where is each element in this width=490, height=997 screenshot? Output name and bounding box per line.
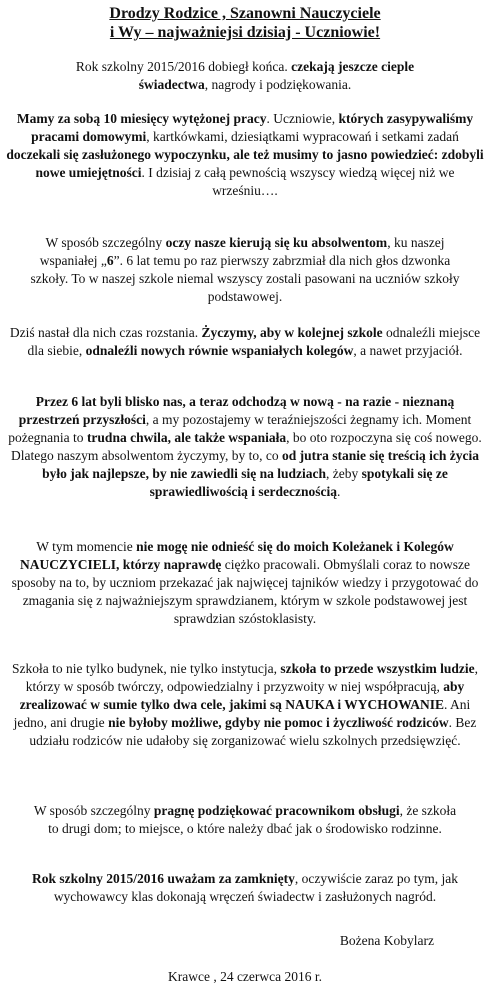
p7-run-5: nie byłoby możliwe, gdyby nie pomoc i życzliwość rodziców (108, 715, 449, 730)
paragraph-6 (6, 538, 484, 628)
date-line: Krawce , 24 czerwca 2016 r. (167, 969, 323, 984)
p3-run-2: , ku naszej wspaniałej „ (39, 235, 445, 268)
paragraph-5 (6, 393, 484, 501)
p5-run-5: , żeby (326, 466, 362, 481)
p2-run-4: doczekali się zasłużonego wypoczynku, ale też musimy to jasno powiedzieć: zdobyli nowe umiejętności (6, 147, 484, 180)
p6-run-0: W tym momencie (36, 539, 137, 554)
p5-run-1: , a my pozostajemy w teraźniejszości żegnamy ich. Moment pożegnania to (8, 412, 472, 445)
p8-run-2: , że szkoła to drugi dom; to miejsce, o które należy dbać jak o środowisko rodzinne. (48, 803, 457, 836)
p5-run-6: spotykali się ze sprawiedliwością i serdecznością (149, 466, 448, 499)
paragraph-2 (6, 110, 484, 200)
paragraph-8 (30, 802, 460, 838)
p4-run-4: , a nawet przyjaciół. (353, 343, 463, 358)
p2-run-1: . Uczniowie, (266, 111, 339, 126)
p5-run-0: Przez 6 lat byli blisko nas, a teraz odchodzą w nową - na razie - nieznaną przestrzeń przyszłości (18, 394, 455, 427)
p4-run-0: Dziś nastał dla nich czas rozstania. (9, 325, 202, 340)
p7-run-4: . Ani jedno, ani drugie (13, 697, 471, 730)
paragraph-1 (40, 58, 450, 94)
p1-run-1: czekają jeszcze cieple świadectwa (138, 59, 415, 92)
title-line-1: Drodzy Rodzice , Szanowni Nauczyciele (109, 5, 381, 22)
p1-run-2: , nagrody i podziękowania. (204, 77, 352, 92)
paragraph-7 (6, 660, 484, 750)
p5-run-2: trudna chwila, ale także wspaniała (86, 430, 287, 445)
signature: Bożena Kobylarz (339, 933, 434, 948)
p9-run-1: , oczywiście zaraz po tym, jak wychowawcy klas dokonają wręczeń świadectw i zasłużonych nagród. (53, 871, 458, 904)
paragraph-3 (20, 234, 470, 306)
p7-run-0: Szkoła to nie tylko budynek, nie tylko instytucja, (11, 661, 281, 676)
title-line-2: i Wy – najważniejsi dzisiaj - Uczniowie! (109, 24, 381, 41)
p5-run-7: . (337, 484, 341, 499)
p5-run-3: , bo oto rozpoczyna się coś nowego. Dlatego naszym absolwentom życzymy, by to, co (11, 430, 482, 463)
p8-run-0: W sposób szczególny (33, 803, 154, 818)
p4-run-3: odnaleźli nowych równie wspaniałych kolegów (85, 343, 354, 358)
p2-run-5: . I dzisiaj z całą pewnością wszyscy wiedzą więcej niż we wrześniu…. (141, 165, 455, 198)
p6-run-1: nie mogę nie odnieść się do moich Koleżanek i Kolegów NAUCZYCIELI, którzy naprawdę (20, 539, 454, 572)
p2-run-0: Mamy za sobą 10 miesięcy wytężonej pracy (16, 111, 267, 126)
p1-run-0: Rok szkolny 2015/2016 dobiegł końca. (75, 59, 292, 74)
p2-run-2: których zasypywaliśmy pracami domowymi (31, 111, 474, 144)
p7-run-2: , którzy w sposób twórczy, odpowiedzialny i przyzwoity w niej współpracują, (25, 661, 479, 694)
p3-run-4: ”. 6 lat temu po raz pierwszy zabrzmiał dla nich głos dzwonka szkoły. To w naszej szkole niemal wszyscy zostali pasowani na uczniów szkoły podstawowej. (30, 253, 460, 304)
p7-run-6: . Bez udziału rodziców nie udałoby się zorganizować wielu szkolnych przedsięwzięć. (29, 715, 477, 748)
paragraph-4 (6, 324, 484, 360)
p7-run-1: szkoła to przede wszystkim ludzie (280, 661, 475, 676)
p4-run-1: Życzymy, aby w kolejnej szkole (201, 325, 383, 340)
p6-run-2: ciężko pracowali. Obmyślali coraz to nowsze sposoby na to, by uczniom przekazać jak najwięcej tajników wiedzy i przygotować do zmagania się z najważniejszym sprawdzianem, którym w szkole podstawowej jest sprawdzian szóstoklasisty. (11, 557, 479, 626)
p7-run-3: aby zrealizować w sumie tylko dwa cele, jakimi są NAUKA i WYCHOWANIE (19, 679, 465, 712)
p5-run-4: od jutra stanie się treścią ich życia było jak najlepsze, by nie zawiedli się na ludziach (42, 448, 479, 481)
p4-run-2: odnaleźli miejsce dla siebie, (27, 325, 481, 358)
paragraph-9 (4, 870, 486, 906)
p3-run-0: W sposób szczególny (45, 235, 166, 250)
p8-run-1: pragnę podziękować pracownikom obsługi (153, 803, 400, 818)
p3-run-3: 6 (106, 253, 114, 268)
p2-run-3: , kartkówkami, dziesiątkami wypracowań i setkami zadań (146, 129, 459, 144)
p9-run-0: Rok szkolny 2015/2016 uważam za zamknięty (32, 871, 295, 886)
p3-run-1: oczy nasze kierują się ku absolwentom (165, 235, 388, 250)
